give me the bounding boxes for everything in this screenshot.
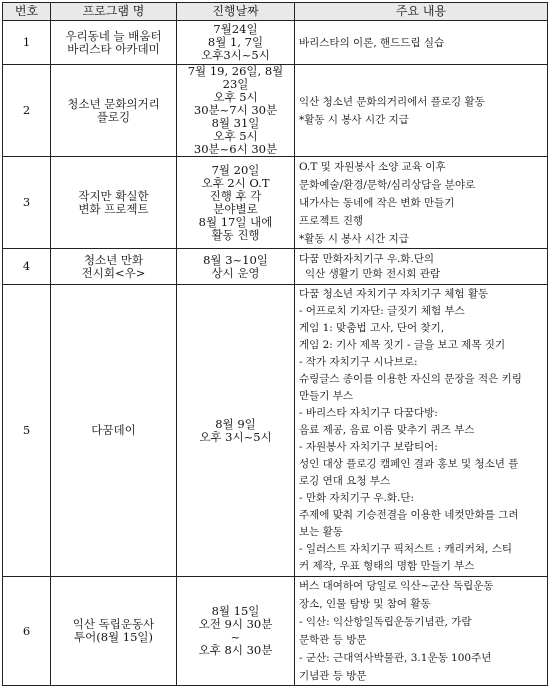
date-line: 8월 3~10일 bbox=[203, 252, 268, 267]
program-content bbox=[295, 249, 548, 285]
program-table bbox=[2, 2, 548, 686]
program-name-line: 플로깅 bbox=[96, 109, 131, 124]
date-line: 7월24일 bbox=[213, 22, 258, 36]
date-line: 진행 후 각 bbox=[209, 188, 262, 203]
date-line: 23일 bbox=[222, 77, 249, 91]
date-line: 8월 15일 bbox=[211, 604, 260, 618]
content-line: 성인 대상 플로깅 캠페인 결과 홍보 및 청소년 플 bbox=[299, 458, 519, 470]
date-line: ~ bbox=[230, 630, 241, 644]
header-number: 번호 bbox=[3, 3, 51, 21]
date-line: 7월 20일 bbox=[211, 162, 260, 177]
table-row bbox=[3, 21, 548, 65]
date-line: 오후 2시 O.T bbox=[201, 175, 270, 190]
program-name-line: 청소년 만화 bbox=[83, 252, 144, 267]
date-line: 7월 19, 26일, 8월 bbox=[187, 64, 284, 78]
content-line: 내가사는 동네에 작은 변화 만들기 bbox=[299, 196, 455, 209]
content-line: 다꿈 만화자치기구 우.화.단의 bbox=[299, 252, 435, 265]
content-line: 익산 생활기 만화 전시회 관람 bbox=[305, 267, 441, 280]
date-line: 상시 운영 bbox=[211, 265, 260, 280]
row-number: 5 bbox=[3, 285, 51, 577]
program-name-line: 바리스타 아카데미 bbox=[67, 41, 160, 56]
content-line: 게임 2: 기사 제목 짓기 - 글을 보고 제목 짓기 bbox=[299, 339, 506, 351]
program-name bbox=[51, 249, 177, 285]
content-line: 슈링글스 종이를 이용한 자신의 문장을 적은 키링 bbox=[299, 373, 522, 385]
content-line: 바리스타의 이론, 핸드드립 실습 bbox=[299, 36, 445, 49]
content-line: - 작가 자치기구 시나브로: bbox=[299, 356, 418, 368]
content-line: 만들기 부스 bbox=[299, 390, 354, 402]
table-row bbox=[3, 285, 548, 577]
program-date bbox=[177, 157, 295, 249]
program-date bbox=[177, 285, 295, 577]
row-number: 3 bbox=[3, 157, 51, 249]
program-name-line: 작지만 확실한 bbox=[78, 188, 149, 203]
row-number: 4 bbox=[3, 249, 51, 285]
program-name-line: 전시회<우> bbox=[81, 265, 146, 280]
program-name bbox=[51, 21, 177, 65]
program-name-line: 익산 독립운동사 bbox=[72, 617, 155, 631]
content-line: O.T 및 자원봉사 소양 교육 이후 bbox=[299, 160, 446, 173]
content-line: - 어프로치 기자단: 글짓기 체험 부스 bbox=[299, 305, 465, 317]
content-line: 커 제작, 우표 형태의 명함 만들기 부스 bbox=[299, 560, 475, 572]
content-line: 다꿈 청소년 자치기구 자치기구 체험 활동 bbox=[299, 288, 489, 300]
content-line: 기념관 등 방문 bbox=[299, 670, 367, 682]
content-line: *활동 시 봉사 시간 지급 bbox=[299, 232, 409, 245]
program-date bbox=[177, 577, 295, 686]
row-number: 1 bbox=[3, 21, 51, 65]
content-line: - 일러스트 자치기구 픽처스트 : 캐리커쳐, 스티 bbox=[299, 543, 513, 555]
table-row bbox=[3, 577, 548, 686]
program-name bbox=[51, 157, 177, 249]
date-line: 8월 1, 7일 bbox=[207, 35, 264, 49]
date-line: 오후 3시~5시 bbox=[199, 429, 272, 444]
program-name-line: 변화 프로젝트 bbox=[78, 201, 149, 216]
content-line: 장소, 인물 탐방 및 참여 활동 bbox=[299, 598, 431, 610]
program-date bbox=[177, 249, 295, 285]
content-line: 버스 대여하여 당일로 익산~군산 독립운동 bbox=[299, 580, 494, 592]
date-line: 8월 9일 bbox=[215, 416, 256, 431]
date-line: 오후 5시 bbox=[213, 90, 258, 104]
table-row bbox=[3, 65, 548, 157]
program-content bbox=[295, 157, 548, 249]
date-line: 분야별로 bbox=[213, 201, 258, 216]
header-main-content: 주요 내용 bbox=[295, 3, 548, 21]
content-line: 문화예술/환경/문학/심리상담을 분야로 bbox=[299, 178, 476, 191]
content-line: 로깅 연대 요청 부스 bbox=[299, 475, 391, 487]
program-name bbox=[51, 65, 177, 157]
date-line: 활동 진행 bbox=[211, 227, 260, 242]
program-content bbox=[295, 577, 548, 686]
program-name bbox=[51, 285, 177, 577]
program-content bbox=[295, 21, 548, 65]
date-line: 오후3시~5시 bbox=[201, 48, 270, 62]
date-line: 오후 5시 bbox=[213, 129, 258, 143]
content-line: 주제에 맞춰 기승전결을 이용한 네컷만화를 그려 bbox=[299, 509, 519, 521]
date-line: 8월 31일 bbox=[211, 116, 260, 130]
program-date bbox=[177, 21, 295, 65]
program-content bbox=[295, 65, 548, 157]
program-date bbox=[177, 65, 295, 157]
content-line: 프로젝트 진행 bbox=[299, 214, 364, 227]
table-row bbox=[3, 249, 548, 285]
table-row bbox=[3, 157, 548, 249]
content-line: 게임 1: 맞춤법 고사, 단어 찾기, bbox=[299, 322, 445, 334]
date-line: 오전 9시 30분 bbox=[198, 617, 273, 631]
date-line: 오후 8시 30분 bbox=[198, 643, 273, 657]
content-line: 음료 제공, 음료 이름 맞추기 퀴즈 부스 bbox=[299, 424, 475, 436]
content-line: - 바리스타 자치기구 다꿈다방: bbox=[299, 407, 438, 419]
content-line: *활동 시 봉사 시간 지급 bbox=[299, 113, 409, 126]
content-line: - 군산: 근대역사박물관, 3.1운동 100주년 bbox=[299, 652, 492, 664]
program-name bbox=[51, 577, 177, 686]
program-name-line: 우리동네 늘 배움터 bbox=[65, 28, 162, 43]
content-line: 익산 청소년 문화의거리에서 플로깅 활동 bbox=[299, 95, 485, 108]
date-line: 30분~6시 30분 bbox=[193, 142, 278, 156]
row-number: 2 bbox=[3, 65, 51, 157]
table-header-row bbox=[3, 3, 548, 21]
content-line: - 자원봉사 자치기구 보람티어: bbox=[299, 441, 438, 453]
program-name-line: 다꿈데이 bbox=[91, 423, 136, 437]
date-line: 30분~7시 30분 bbox=[193, 103, 278, 117]
header-program-name: 프로그램 명 bbox=[51, 3, 177, 21]
content-line: - 만화 자치기구 우.화.단: bbox=[299, 492, 415, 504]
program-name-line: 청소년 문화의거리 bbox=[67, 96, 160, 111]
date-line: 8월 17일 내에 bbox=[198, 214, 273, 229]
header-date: 진행날짜 bbox=[177, 3, 295, 21]
content-line: - 익산: 익산항일독립운동기념관, 가람 bbox=[299, 616, 472, 628]
content-line: 보는 활동 bbox=[299, 526, 343, 538]
content-line: 문학관 등 방문 bbox=[299, 634, 367, 646]
program-name-line: 투어(8월 15일) bbox=[73, 630, 153, 644]
row-number: 6 bbox=[3, 577, 51, 686]
program-content bbox=[295, 285, 548, 577]
